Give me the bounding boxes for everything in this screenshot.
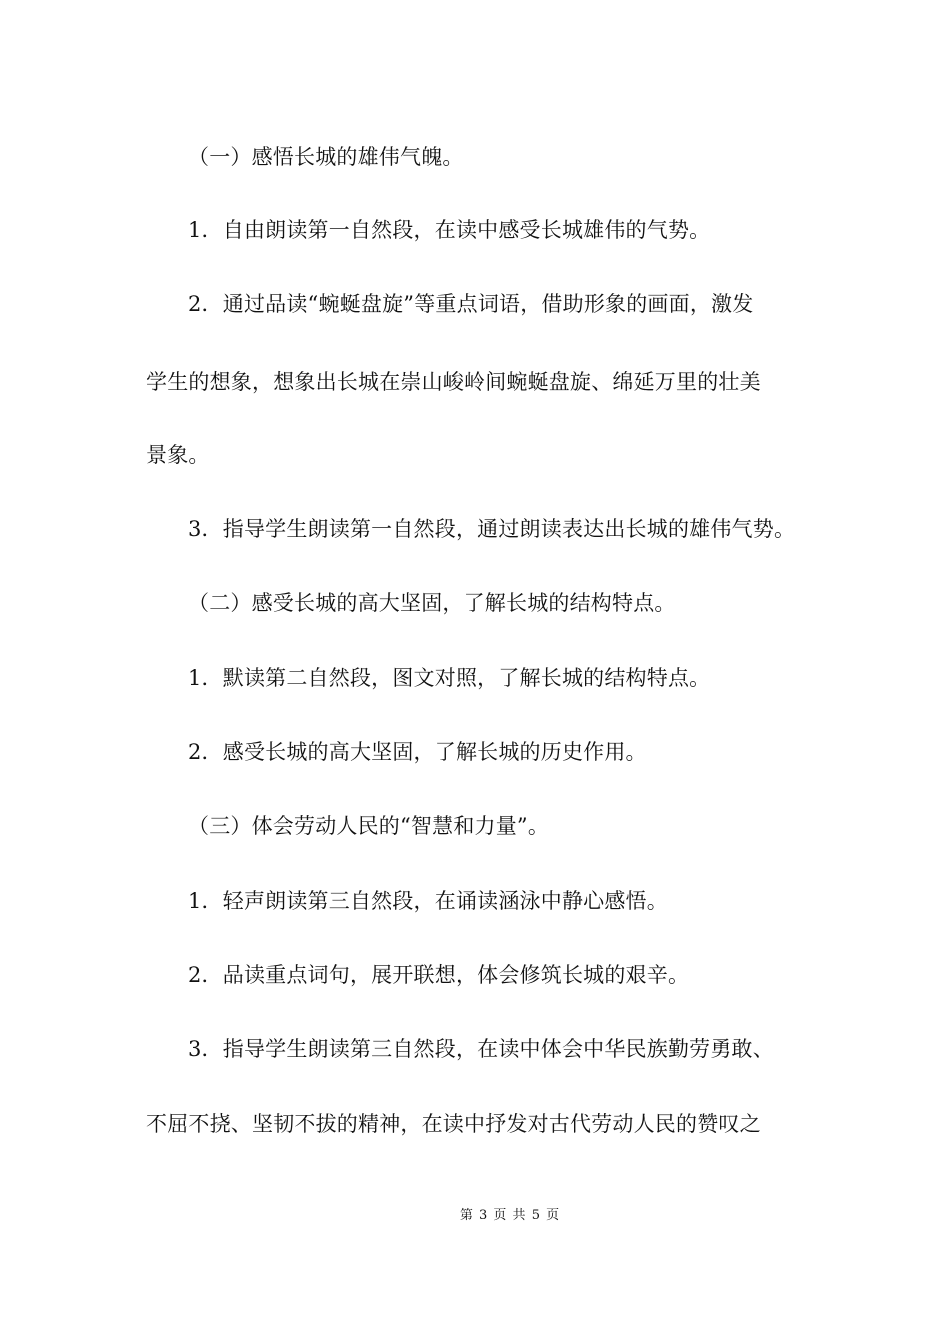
paragraph-line: 1．自由朗读第一自然段，在读中感受长城雄伟的气势。 — [188, 218, 711, 242]
paragraph-line: 不屈不挠、坚韧不拔的精神，在读中抒发对古代劳动人民的赞叹之 — [146, 1112, 761, 1136]
paragraph-line: 3．指导学生朗读第三自然段，在读中体会中华民族勤劳勇敢、 — [188, 1037, 774, 1061]
paragraph-line: 2．感受长城的高大坚固，了解长城的历史作用。 — [188, 740, 647, 764]
page-number: 第 3 页 共 5 页 — [459, 1208, 561, 1223]
paragraph-line: 3．指导学生朗读第一自然段，通过朗读表达出长城的雄伟气势。 — [188, 517, 796, 541]
paragraph-line: 1．轻声朗读第三自然段，在诵读涵泳中静心感悟。 — [188, 889, 668, 913]
section-heading-2: （二）感受长城的高大坚固，了解长城的结构特点。 — [188, 591, 676, 615]
paragraph-line: 学生的想象，想象出长城在崇山峻岭间蜿蜒盘旋、绵延万里的壮美 — [146, 370, 761, 394]
paragraph-line: 2．通过品读“蜿蜒盘旋”等重点词语，借助形象的画面，激发 — [188, 292, 754, 316]
section-heading-3: （三）体会劳动人民的“智慧和力量”。 — [188, 814, 550, 838]
paragraph-line: 1．默读第二自然段，图文对照，了解长城的结构特点。 — [188, 666, 711, 690]
paragraph-line: 2．品读重点词句，展开联想，体会修筑长城的艰辛。 — [188, 963, 690, 987]
section-heading-1: （一）感悟长城的雄伟气魄。 — [188, 145, 464, 169]
paragraph-line: 景象。 — [146, 443, 210, 467]
page-footer — [0, 1207, 950, 1225]
